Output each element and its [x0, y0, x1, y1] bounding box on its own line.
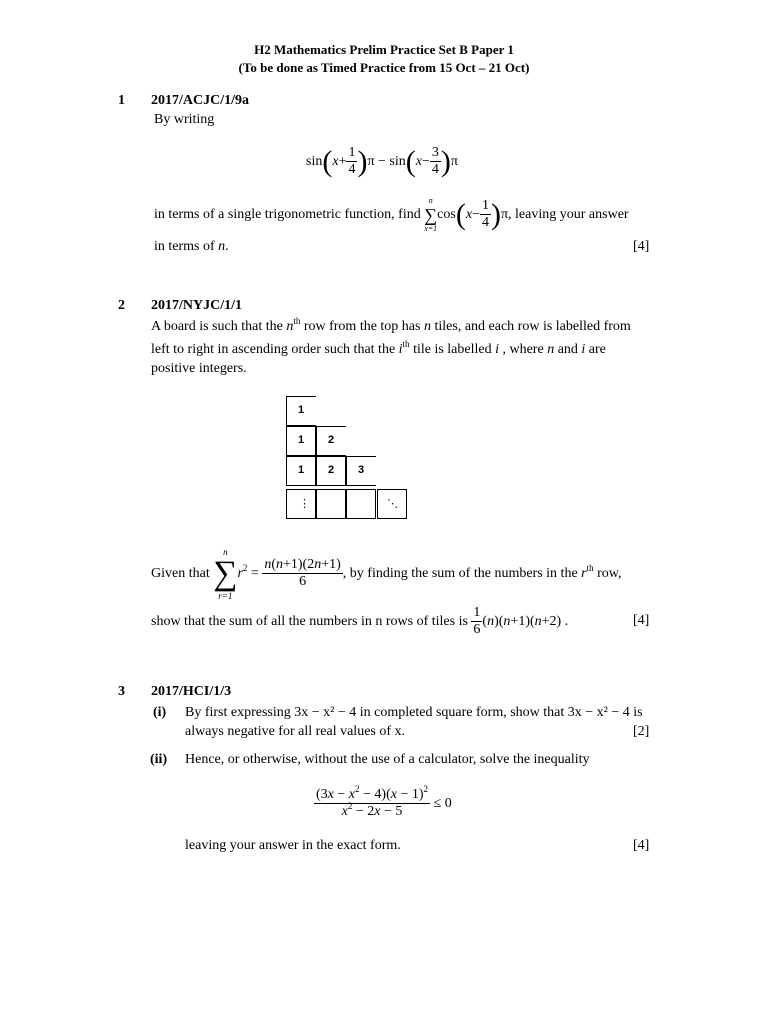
q2-show-line: show that the sum of all the numbers in n rows of tiles is $\frac{1}{6}$ (n)(n+1)(n+2) .	[151, 605, 569, 638]
q3-number: 3	[118, 684, 125, 699]
q3-part-i-label: (i)	[153, 705, 167, 720]
q3-part-i-line-2: always negative for all real values of x.	[185, 724, 406, 739]
q2-marks: [4]	[633, 613, 650, 628]
q3-part-i-marks: [2]	[633, 724, 650, 739]
q3-part-ii-label: (ii)	[150, 752, 168, 767]
q3-part-ii-line-2: leaving your answer in the exact form.	[185, 838, 401, 853]
tile-row4-col1: ⋮	[286, 489, 316, 519]
q3-part-ii-line-1: Hence, or otherwise, without the use of a calculator, solve the inequality	[185, 752, 590, 767]
q2-number: 2	[118, 298, 125, 313]
q1-number: 1	[118, 93, 125, 108]
tile-row3-col3: 3	[346, 456, 376, 486]
tile-row3-col1: 1	[286, 456, 316, 486]
q1-task-line-end: in terms of n.	[154, 239, 229, 254]
tile-row2-col2: 2	[316, 426, 346, 456]
q1-summation: n ∑ x=1	[424, 195, 438, 233]
q2-text-line-2: left to right in ascending order such that the $i^{th}$ tile is labelled i , where n and i are	[151, 339, 606, 357]
q1-marks: [4]	[633, 239, 650, 254]
q1-source-code: 2017/ACJC/1/9a	[151, 93, 249, 108]
tile-row4-col4: ⋱	[377, 489, 407, 519]
q3-part-ii-marks: [4]	[633, 838, 650, 853]
q1-intro-text: By writing	[154, 112, 215, 127]
tile-row4-col2	[316, 489, 346, 519]
q2-text-line-1: A board is such that the $n^{th}$ row from the top has n tiles, and each row is labelled from	[151, 316, 631, 334]
tile-row2-col1: 1	[286, 426, 316, 456]
page-title: H2 Mathematics Prelim Practice Set B Paper 1	[254, 42, 514, 57]
q2-given-line: Given that n ∑ r=1 $r^2$ = $\frac{n(n+1)(2n+1)}{6}$ , by finding the sum of the numbers in the $r^{th}$ row,	[151, 546, 622, 601]
tile-row3-col2: 2	[316, 456, 346, 486]
q2-source-code: 2017/NYJC/1/1	[151, 298, 242, 313]
page-subtitle: (To be done as Timed Practice from 15 Oct – 21 Oct)	[238, 60, 530, 75]
q3-inequality: $\frac{(3x - x^2 - 4)(x - 1)^2}{x^2 - 2x - 5}$ ≤ 0	[316, 784, 452, 820]
q2-text-line-3: positive integers.	[151, 361, 247, 376]
tile-row4-col3	[346, 489, 376, 519]
q3-source-code: 2017/HCI/1/3	[151, 684, 232, 699]
tile-grid	[286, 396, 411, 524]
q3-part-i-line-1: By first expressing 3x − x² − 4 in completed square form, show that 3x − x² − 4 is	[185, 705, 643, 720]
q2-summation: n ∑ r=1	[213, 546, 238, 601]
tile-row1-col1: 1	[286, 396, 316, 426]
q1-task-line: in terms of a single trigonometric function, find n ∑ x=1 cos(x− $\frac{1}{4}$ )π, leaving your answer	[154, 195, 629, 233]
q1-trig-expression: sin(x+ $\frac{1}{4}$ )π − sin(x− $\frac{3}{4}$ )π	[306, 144, 458, 178]
